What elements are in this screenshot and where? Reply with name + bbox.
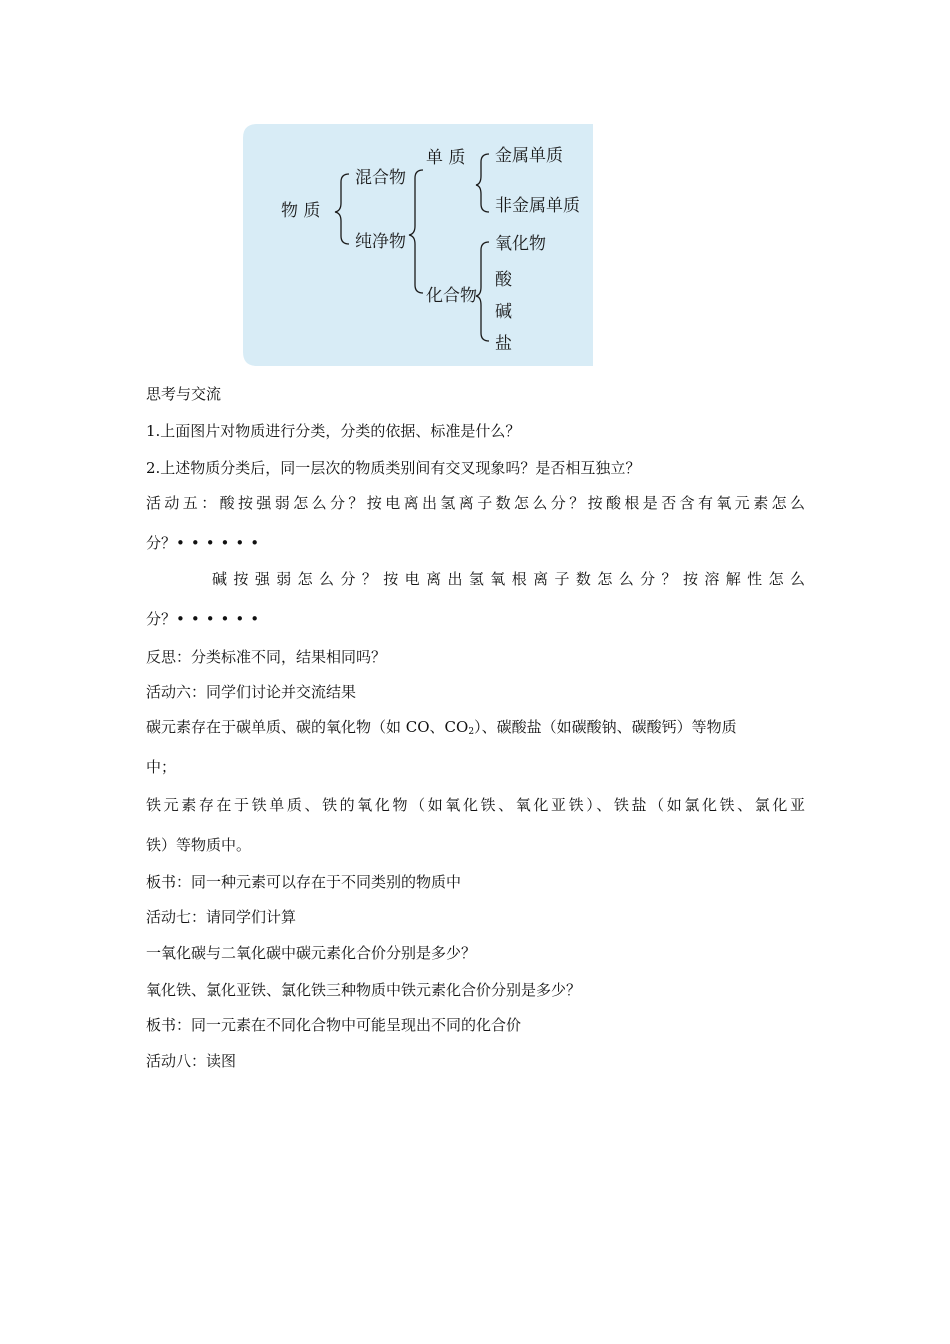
activity-5-line-3: 碱按强弱怎么分？按电离出氢氧根离子数怎么分？按溶解性怎么 (212, 570, 805, 588)
board-note-2: 板书：同一元素在不同化合物中可能呈现出不同的化合价 (146, 1016, 522, 1034)
reflection: 反思：分类标准不同，结果相同吗？ (146, 648, 387, 666)
iron-line-1: 铁元素存在于铁单质、铁的氧化物（如氧化铁、氧化亚铁）、铁盐（如氯化铁、氯化亚 (146, 796, 805, 814)
activity-5-line-2 (146, 533, 265, 553)
carbon-line-1-text-a: 碳元素存在于碳单质、碳的氧化物（如 CO、CO (146, 718, 469, 736)
calc-question-2: 氧化铁、氯化亚铁、氯化铁三种物质中铁元素化合价分别是多少？ (146, 981, 582, 999)
diagram-pure-label: 纯净物 (355, 232, 406, 252)
board-note-1: 板书：同一种元素可以存在于不同类别的物质中 (146, 873, 462, 891)
diagram-compound-label: 化合物 (426, 286, 477, 306)
carbon-line-1-text-b: ）、碳酸盐（如碳酸钠、碳酸钙）等物质 (474, 718, 737, 736)
diagram-salt-label: 盐 (495, 334, 512, 354)
diagram-element-label: 单 质 (426, 148, 466, 168)
activity-5-line-4 (146, 609, 265, 629)
question-1: 1.上面图片对物质进行分类，分类的依据、标准是什么？ (146, 422, 521, 440)
carbon-line-1-subscript: 2 (468, 727, 475, 737)
diagram-metal-label: 金属单质 (495, 146, 563, 166)
activity-8: 活动八：读图 (146, 1052, 237, 1070)
activity-6: 活动六：同学们讨论并交流结果 (146, 683, 357, 701)
activity-7: 活动七：请同学们计算 (146, 908, 297, 926)
diagram-mixture-label: 混合物 (355, 168, 406, 188)
diagram-acid-label: 酸 (495, 270, 512, 290)
diagram-nonmetal-label: 非金属单质 (495, 196, 580, 216)
calc-question-1: 一氧化碳与二氧化碳中碳元素化合价分别是多少？ (146, 944, 477, 962)
question-2: 2.上述物质分类后，同一层次的物质类别间有交叉现象吗？是否相互独立？ (146, 459, 641, 477)
activity-5-ellipsis: •••••• (176, 534, 266, 552)
carbon-line-1 (146, 717, 737, 742)
carbon-line-2: 中； (146, 758, 177, 776)
diagram-root-label: 物 质 (281, 201, 321, 221)
activity-5-line-2-text: 分？ (146, 534, 177, 552)
activity-5-line-1: 活动五：酸按强弱怎么分？按电离出氢离子数怎么分？按酸根是否含有氧元素怎么 (146, 494, 805, 512)
iron-line-2: 铁）等物质中。 (146, 836, 252, 854)
activity-5-ellipsis-2: •••••• (176, 610, 266, 628)
activity-5-line-4-text: 分？ (146, 610, 177, 628)
section-heading: 思考与交流 (146, 385, 222, 403)
diagram-oxide-label: 氧化物 (495, 234, 546, 254)
substance-classification-diagram (243, 124, 593, 366)
diagram-base-label: 碱 (495, 302, 512, 322)
